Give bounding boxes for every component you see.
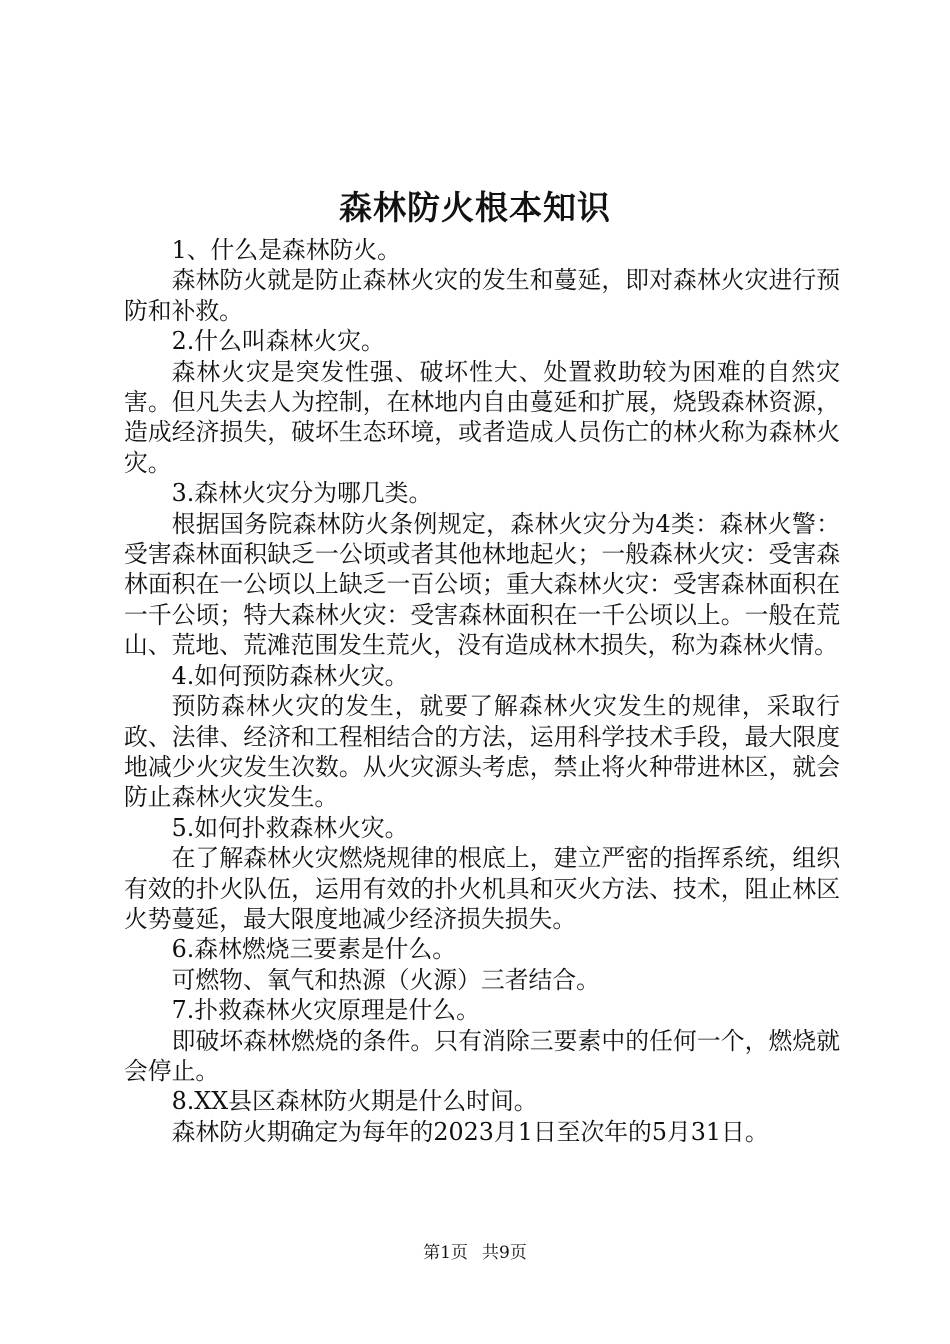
paragraph-9: 5.如何扑救森林火灾。 — [171, 813, 409, 842]
paragraph-5: 3.森林火灾分为哪几类。 — [171, 479, 433, 508]
paragraph-16: 森林防火期确定为每年的2023月1日至次年的5月31日。 — [171, 1117, 769, 1146]
paragraph-4: 森林火灾是突发性强、破坏性大、处置救助较为困难的自然灾害。但凡失去人为控制，在林地内自由蔓延和扩展，烧毁森林资源，造成经济损失，破坏生态环境，或者造成人员伤亡的林火称为森林火灾。 — [124, 357, 840, 477]
paragraph-13: 7.扑救森林火灾原理是什么。 — [171, 996, 480, 1025]
paragraph-2: 森林防火就是防止森林火灾的发生和蔓延，即对森林火灾进行预防和补救。 — [124, 266, 840, 325]
paragraph-14: 即破坏森林燃烧的条件。只有消除三要素中的任何一个，燃烧就会停止。 — [124, 1026, 840, 1085]
paragraph-15: 8.XX县区森林防火期是什么时间。 — [171, 1087, 538, 1116]
paragraph-10: 在了解森林火灾燃烧规律的根底上，建立严密的指挥系统，组织有效的扑火队伍，运用有效的扑火机具和灭火方法、技术，阻止林区火势蔓延，最大限度地减少经济损失损失。 — [124, 844, 840, 933]
paragraph-12: 可燃物、氧气和热源（火源）三者结合。 — [171, 965, 600, 994]
document-body — [124, 235, 840, 1147]
paragraph-1: 1、什么是森林防火。 — [171, 236, 401, 264]
paragraph-8: 预防森林火灾的发生，就要了解森林火灾发生的规律，采取行政、法律、经济和工程相结合的方法，运用科学技术手段，最大限度地减少火灾发生次数。从火灾源头考虑，禁止将火种带进林区，就会防止森林火灾发生。 — [124, 692, 840, 812]
paragraph-3: 2.什么叫森林火灾。 — [171, 327, 385, 356]
page-total: 共9页 — [482, 1243, 527, 1263]
paragraph-7: 4.如何预防森林火灾。 — [171, 661, 409, 690]
paragraph-6: 根据国务院森林防火条例规定，森林火灾分为4类：森林火警：受害森林面积缺乏一公顷或者其他林地起火；一般森林火灾：受害森林面积在一公顷以上缺乏一百公顷；重大森林火灾：受害森林面积在一千公顷；特大森林火灾：受害森林面积在一千公顷以上。一般在荒山、荒地、荒滩范围发生荒火，没有造成林木损失，称为森林火情。 — [124, 509, 840, 660]
page-footer — [0, 1242, 950, 1264]
document-title: 森林防火根本知识 — [339, 188, 611, 227]
paragraph-11: 6.森林燃烧三要素是什么。 — [171, 935, 457, 964]
page-number: 第1页 — [423, 1243, 468, 1263]
